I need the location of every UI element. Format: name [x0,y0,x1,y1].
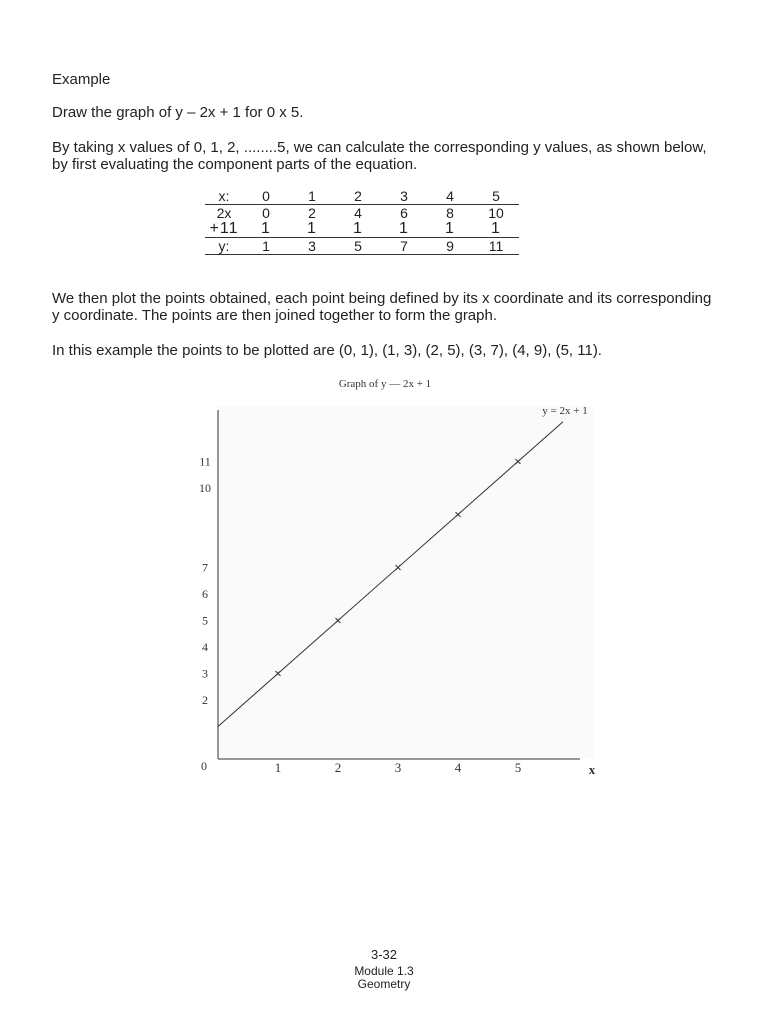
y-tick-label: 3 [202,666,208,681]
table-cell: 1 [289,221,335,238]
table-cell: 6 [400,205,408,221]
method-paragraph: By taking x values of 0, 1, 2, ........5, we can calculate the corresponding y values, as shown below, by first evaluating the component parts of the equation. [52,139,707,173]
y-tick-label: 6 [202,587,208,601]
table-cell: 1 [335,221,381,238]
x-tick-label: 1 [274,760,282,775]
table-cell: 8 [446,205,454,221]
table-cell: 1 [473,221,519,238]
y-tick-label: 10 [199,481,211,495]
table-row [205,238,519,255]
table-cell: 1 [427,221,473,238]
table-cell: 4 [354,205,362,221]
module-label: Module 1.3 [354,964,414,978]
table-cell: 11 [473,238,519,255]
table-cell: 4 [427,188,473,205]
y-tick-label: 5 [202,613,208,628]
table-row [205,221,519,238]
y-tick-label: 2 [202,693,208,707]
y-tick-label: 11 [199,454,211,469]
plot-paragraph: We then plot the points obtained, each point being defined by its x coordinate and its corresponding y coordinate. The points are then joined together to form the graph. [52,290,712,324]
table-cell: 1 [289,188,335,205]
row-label: +11 [205,221,243,238]
table-row [205,188,519,205]
table-cell: 3 [381,188,427,205]
table-cell: 2 [335,188,381,205]
series-legend: y = 2x + 1 [542,405,588,417]
origin-label: 0 [201,759,207,773]
chart-title: Graph of y — 2x + 1 [338,378,432,390]
x-axis-label: x [588,762,596,777]
y-tick-label: 7 [202,560,208,575]
x-tick-label: 4 [454,760,462,775]
x-tick-label: 3 [394,760,402,775]
line-graph [180,370,620,790]
table-cell: 0 [243,188,289,205]
table-cell: 3 [289,238,335,255]
row-label: 2x [216,205,232,221]
row-label: y: [205,238,243,255]
values-table [205,188,519,255]
x-tick-label: 5 [514,760,522,775]
table-cell: 7 [381,238,427,255]
table-row [205,205,519,222]
example-heading: Example [52,71,111,88]
subject-label: Geometry [357,977,411,991]
table-cell: 9 [427,238,473,255]
plot-area [218,406,594,758]
page-number: 3-32 [370,947,398,962]
table-cell: 1 [243,221,289,238]
table-cell: 5 [473,188,519,205]
points-sentence: In this example the points to be plotted are (0, 1), (1, 3), (2, 5), (3, 7), (4, 9), (5, 11). [52,342,602,359]
x-tick-label: 2 [334,760,342,775]
table-cell: 1 [381,221,427,238]
table-cell: 2 [308,205,316,221]
table-cell: 5 [335,238,381,255]
table-cell: 1 [243,238,289,255]
table-cell: 0 [262,205,270,221]
y-tick-label: 4 [202,640,208,654]
table-cell: 10 [488,205,504,221]
row-label: x: [205,188,243,205]
intro-sentence: Draw the graph of y – 2x + 1 for 0 x 5. [52,104,304,121]
